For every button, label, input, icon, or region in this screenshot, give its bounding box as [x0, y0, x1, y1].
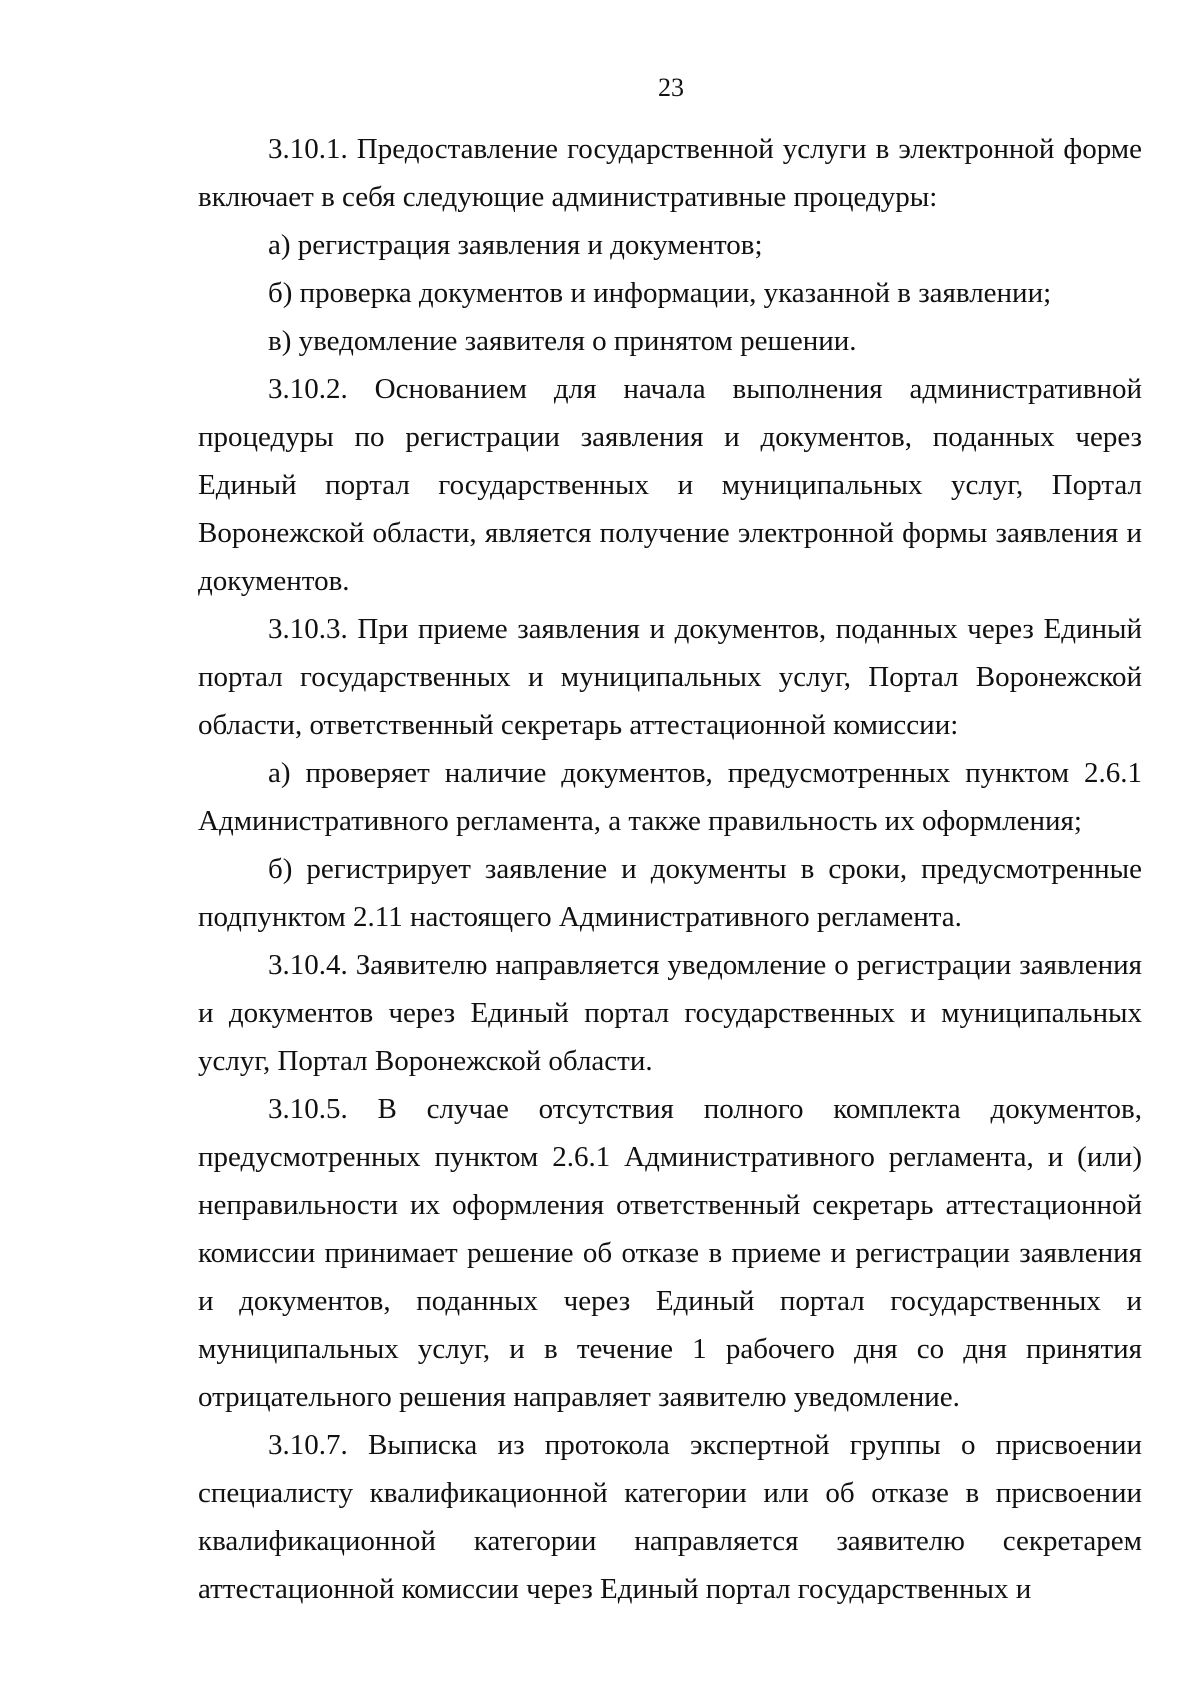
list-item-v-notification: в) уведомление заявителя о принятом решении.	[268, 325, 857, 357]
paragraph-3-10-1: 3.10.1. Предоставление государственной услуги в электронной форме включает в себя следующие административные процедуры:	[198, 133, 1142, 213]
paragraph-3-10-7: 3.10.7. Выписка из протокола экспертной группы о присвоении специалисту квалификационной категории или об отказе в присвоении квалификационной категории направляется заявителю секретарем аттестационной комиссии через Единый портал государственных и	[198, 1429, 1142, 1605]
paragraph-3-10-5: 3.10.5. В случае отсутствия полного комплекта документов, предусмотренных пунктом 2.6.1 Административного регламента, и (или) неправильности их оформления ответственный секретарь аттестационной комиссии принимает решение об отказе в приеме и регистрации заявления и документов, поданных через Единый портал государственных и муниципальных услуг, и в течение 1 рабочего дня со дня принятия отрицательного решения направляет заявителю уведомление.	[198, 1093, 1142, 1413]
page-number: 23	[658, 73, 684, 102]
paragraph-3-10-4: 3.10.4. Заявителю направляется уведомление о регистрации заявления и документов через Единый портал государственных и муниципальных услуг, Портал Воронежской области.	[198, 949, 1142, 1077]
paragraph-3-10-2: 3.10.2. Основанием для начала выполнения административной процедуры по регистрации заявления и документов, поданных через Единый портал государственных и муниципальных услуг, Портал Воронежской области, является получение электронной формы заявления и документов.	[198, 373, 1142, 597]
list-item-a-checks-documents: а) проверяет наличие документов, предусмотренных пунктом 2.6.1 Административного регламента, а также правильность их оформления;	[198, 757, 1142, 837]
list-item-b-verification: б) проверка документов и информации, указанной в заявлении;	[268, 277, 1052, 309]
document-body	[198, 125, 1142, 1613]
list-item-a-registration: а) регистрация заявления и документов;	[268, 229, 763, 261]
list-item-b-registers-documents: б) регистрирует заявление и документы в сроки, предусмотренные подпунктом 2.11 настоящего Административного регламента.	[198, 853, 1142, 933]
paragraph-3-10-3: 3.10.3. При приеме заявления и документов, поданных через Единый портал государственных и муниципальных услуг, Портал Воронежской области, ответственный секретарь аттестационной комиссии:	[198, 613, 1142, 741]
